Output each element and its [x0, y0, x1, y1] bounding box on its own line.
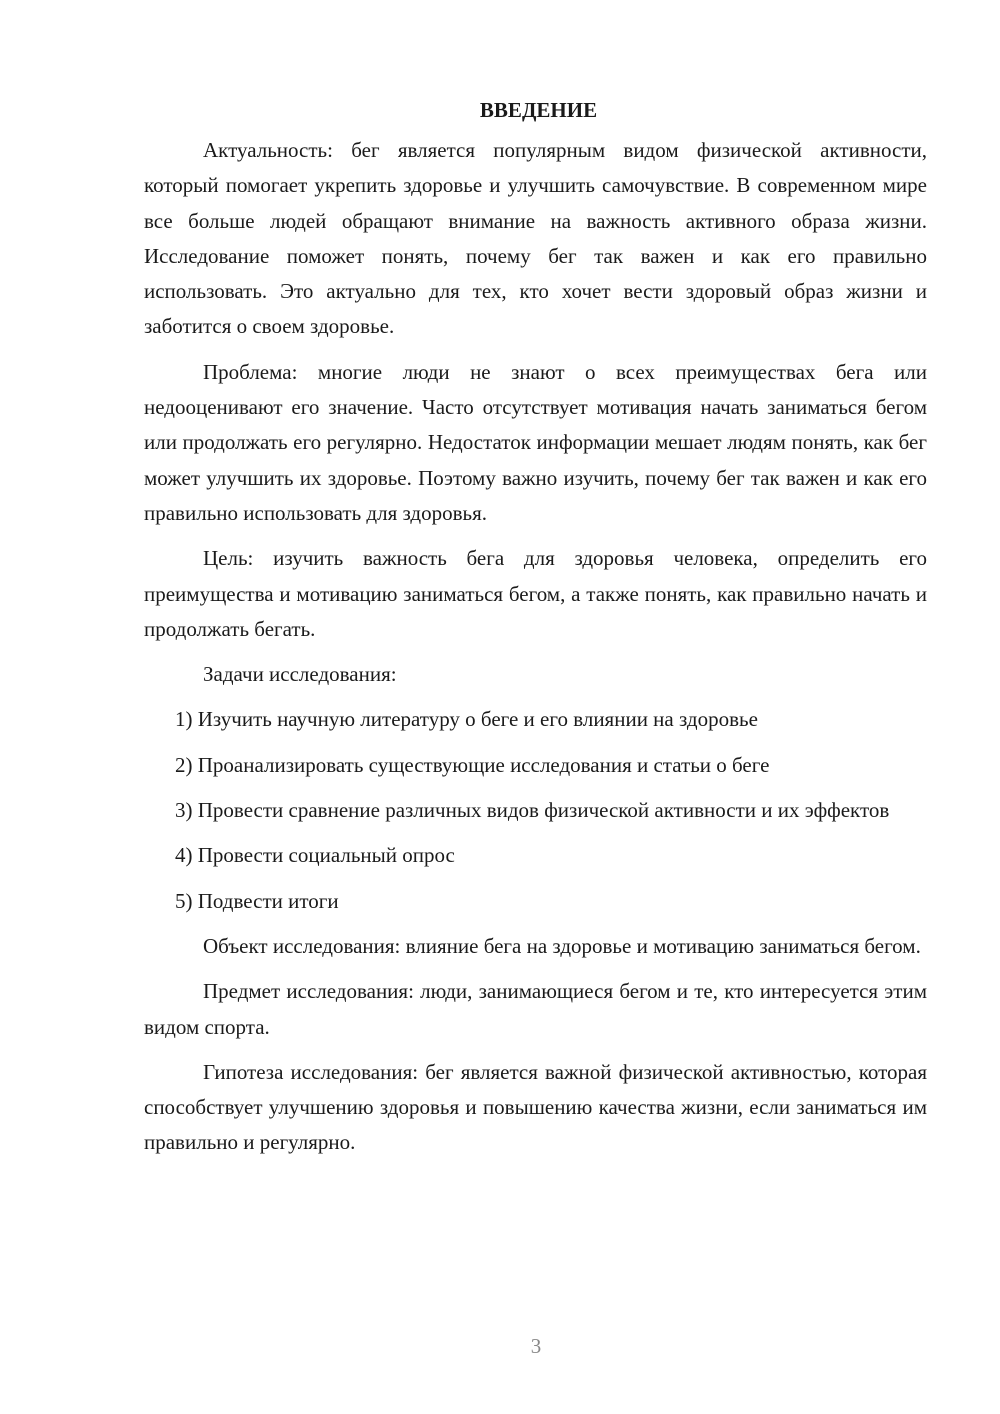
page-number: 3: [530, 1334, 542, 1358]
document-page: [144, 93, 927, 1171]
tasks-heading: Задачи исследования:: [203, 662, 397, 687]
hypothesis-paragraph: Гипотеза исследования: бег является важной физической активностью, которая способствует улучшению здоровья и повышению качества жизни, если заниматься им правильно и регулярно.: [144, 1059, 927, 1155]
task-item: 2) Проанализировать существующие исследования и статьи о беге: [175, 752, 770, 777]
task-item: 5) Подвести итоги: [175, 888, 339, 913]
goal-paragraph: Цель: изучить важность бега для здоровья человека, определить его преимущества и мотивацию заниматься бегом, а также понять, как правильно начать и продолжать бегать.: [144, 546, 927, 641]
relevance-paragraph: Актуальность: бег является популярным видом физической активности, который помогает укрепить здоровье и улучшить самочувствие. В современном мире все больше людей обращают внимание на важность активного образа жизни. Исследование поможет понять, почему бег так важен и как его правильно использовать. Это актуально для тех, кто хочет вести здоровый образ жизни и заботится о своем здоровье.: [144, 138, 927, 339]
object-paragraph: Объект исследования: влияние бега на здоровье и мотивацию заниматься бегом.: [203, 933, 921, 958]
document-title: ВВЕДЕНИЕ: [479, 98, 598, 122]
task-item: 3) Провести сравнение различных видов физической активности и их эффектов: [175, 798, 890, 823]
task-item: 4) Провести социальный опрос: [175, 843, 455, 868]
task-item: 1) Изучить научную литературу о беге и его влиянии на здоровье: [175, 707, 758, 732]
problem-paragraph: Проблема: многие люди не знают о всех преимуществах бега или недооценивают его значение. Часто отсутствует мотивация начать заниматься бегом или продолжать его регулярно. Недостаток информации мешает людям понять, как бег может улучшить их здоровье. Поэтому важно изучить, почему бег так важен и как его правильно использовать для здоровья.: [144, 359, 927, 525]
subject-paragraph: Предмет исследования: люди, занимающиеся бегом и те, кто интересуется этим видом спорта.: [144, 979, 927, 1039]
